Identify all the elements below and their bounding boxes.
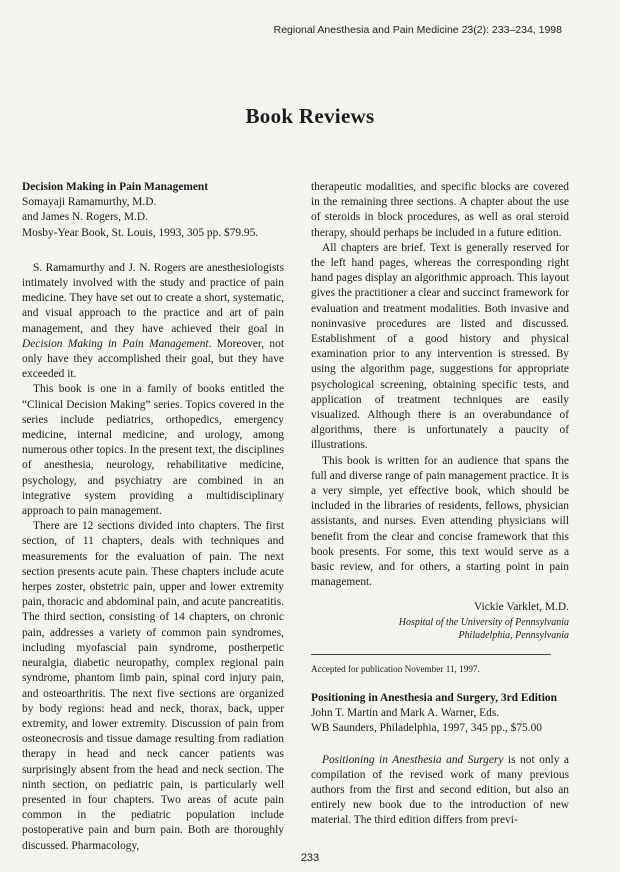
review2-paragraph-1: Positioning in Anesthesia and Surgery is not only a compilation of the revised work of many previous authors from the first and second edition, but also an entirely new book due to the introduction of new material. The third edition differs from previ-: [311, 753, 569, 827]
right-column: [311, 180, 569, 829]
review2-authors: John T. Martin and Mark A. Warner, Eds.: [311, 707, 500, 720]
accepted-date: Accepted for publication November 11, 1997.: [311, 663, 480, 674]
review1-paragraph-4: therapeutic modalities, and specific blocks are covered in the remaining three sections. A chapter about the use of steroids in block procedures, as well as oral steroid therapy, should perhaps be included in a future edition.: [311, 181, 569, 239]
reviewer-name: Vickie Varklet, M.D.: [474, 601, 569, 614]
reviewer-affiliation-2: Philadelphia, Pennsylvania: [458, 629, 569, 641]
review1-book-title: Decision Making in Pain Management: [22, 181, 209, 193]
review1-author-2: and James N. Rogers, M.D.: [22, 211, 148, 224]
section-title: Book Reviews: [245, 104, 375, 128]
left-column: [22, 180, 284, 854]
review1-paragraph-1: [22, 261, 284, 383]
review1-paragraph-2: This book is one in a family of books entitled the “Clinical Decision Making” series. Topics covered in the series include pediatrics, orthopedics, emergency medicine, internal medicine, and urology, among numerous other topics. In the present text, the disciplines of anesthesia, neurology, rehabilitative medicine, psychology, and psychiatry are combined in an integrative system providing a multidisciplinary approach to pain management.: [22, 383, 284, 518]
review2-publisher: WB Saunders, Philadelphia, 1997, 345 pp., $75.00: [311, 722, 542, 735]
page-number: 233: [300, 852, 320, 864]
book-title-italic: Decision Making in Pain Management: [22, 337, 209, 350]
book-title-italic: Positioning in Anesthesia and Surgery: [322, 753, 504, 766]
journal-citation: Regional Anesthesia and Pain Medicine 23(2): 233–234, 1998: [273, 24, 562, 36]
review2-book-title: Positioning in Anesthesia and Surgery, 3rd Edition: [311, 691, 557, 704]
review1-paragraph-5: All chapters are brief. Text is generally reserved for the left hand pages, whereas the corresponding right hand pages display an algorithmic approach. This layout gives the practitioner a clear and succinct framework for evaluation and treatment modalities. Both invasive and noninvasive procedures are listed and discussed. Establishment of a good history and physical examination prior to any intervention is stressed. By using the algorithm page, suggestions for appropriate psychological screening, obtaining specific tests, and application of treatment techniques are easily visualized. Although there is an overabundance of algorithms, there is unfortunately a paucity of illustrations.: [311, 241, 569, 452]
review1-publisher: Mosby-Year Book, St. Louis, 1993, 305 pp. $79.95.: [22, 226, 259, 239]
reviewer-affiliation-1: Hospital of the University of Pennsylvania: [398, 616, 569, 628]
review1-paragraph-1-text: S. Ramamurthy and J. N. Rogers are anesthesiologists intimately involved with the study and practice of pain medicine. They have set out to create a short, systematic, and visual approach to the practice and art of pain management, and they have achieved their goal in Decision Making in Pain Management. Moreover, not only have they accomplished their goal, but they have exceeded it.: [22, 261, 284, 381]
review1-paragraph-3: There are 12 sections divided into chapters. The first section, of 11 chapters, deals with techniques and measurements for the evaluation of pain. The next section presents acute pain. These chapters include acute herpes zoster, obstetric pain, upper and lower extremity pain, thoracic and abdominal pain, and acute pancreatitis. The third section, consisting of 14 chapters, on chronic pain, addresses a variety of common pain syndromes, including myofascial pain syndrome, postherpetic neuralgia, diabetic neuropathy, complex regional pain syndrome, phantom limb pain, spinal cord injury pain, and osteoarthritis. The next five sections are organized by body regions: head and neck, thorax, back, upper extremity, and lower extremity. Discussion of pain from osteonecrosis and tissue damage resulting from radiation therapy in head and neck cancer patients was surprisingly absent from the head and neck section. The ninth section, on pediatric pain, is particularly well presented in four chapters. Two areas of acute pain common in the pediatric population include postoperative pain and burn pain. Both are thoroughly discussed. Pharmacology,: [22, 520, 284, 852]
divider-rule: [311, 654, 551, 655]
review1-author-1: Somayaji Ramamurthy, M.D.: [22, 196, 157, 209]
review1-paragraph-6: This book is written for an audience that spans the full and diverse range of pain management practice. It is a very simple, yet effective book, which should be included in the libraries of residents, fellows, physician assistants, and nurses. Even attending physicians will benefit from the clear and concise framework that this book presents. For some, this text would serve as a basic review, and for others, a starting point in pain management.: [311, 454, 569, 589]
